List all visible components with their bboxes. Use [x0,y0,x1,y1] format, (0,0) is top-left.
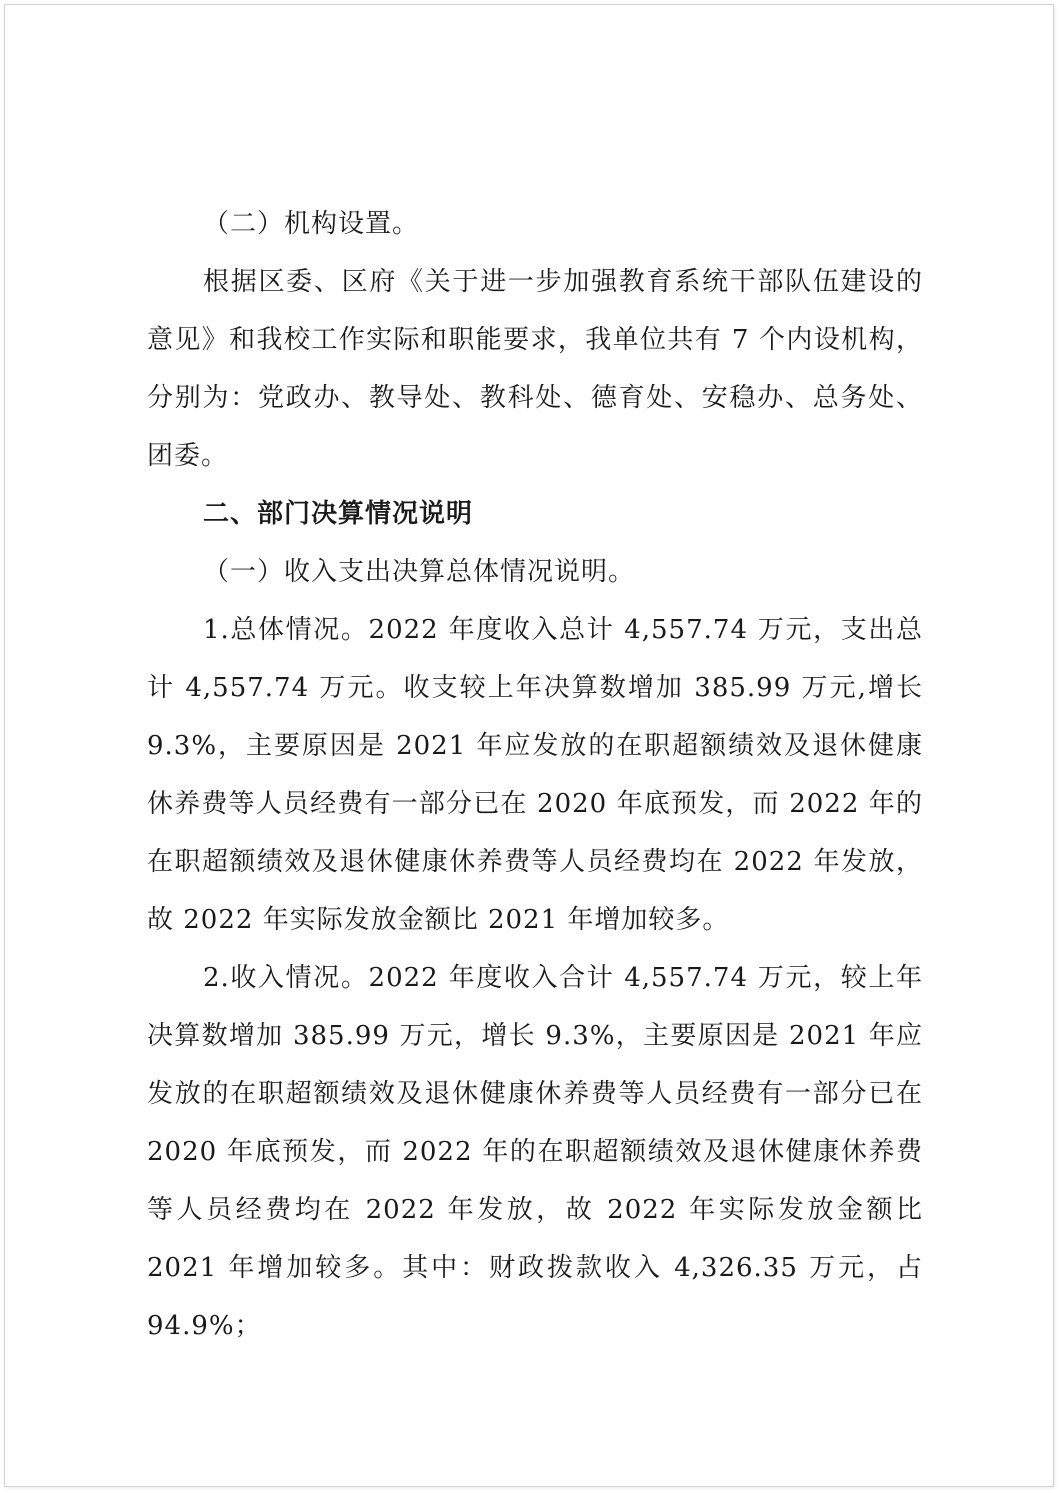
document-page [4,4,1054,1487]
document-body [147,195,923,1355]
subsection-title-organization: （二）机构设置。 [203,209,420,239]
paragraph-organization: 根据区委、区府《关于进一步加强教育系统干部队伍建设的意见》和我校工作实际和职能要求，我单位共有 7 个内设机构，分别为：党政办、教导处、教科处、德育处、安稳办、总务处、团委。 [147,267,923,471]
paragraph-income: 2.收入情况。2022 年度收入合计 4,557.74 万元，较上年决算数增加 385.99 万元，增长 9.3%，主要原因是 2021 年应发放的在职超额绩效及退休健康休养费等人员经费有一部分已在 2020 年底预发，而 2022 年的在职超额绩效及退休健康休养费等人员经费均在 2022 年发放，故 2022 年实际发放金额比 2021 年增加较多。其中：财政拨款收入 4,326.35 万元，占 94.9%； [147,963,923,1341]
paragraph-overall: 1.总体情况。2022 年度收入总计 4,557.74 万元，支出总计 4,557.74 万元。收支较上年决算数增加 385.99 万元,增长 9.3%，主要原因是 2021 年应发放的在职超额绩效及退休健康休养费等人员经费有一部分已在 2020 年底预发，而 2022 年的在职超额绩效及退休健康休养费等人员经费均在 2022 年发放，故 2022 年实际发放金额比 2021 年增加较多。 [147,615,923,935]
subsection-title-overall: （一）收入支出决算总体情况说明。 [203,557,636,587]
section-heading: 二、部门决算情况说明 [203,499,474,529]
